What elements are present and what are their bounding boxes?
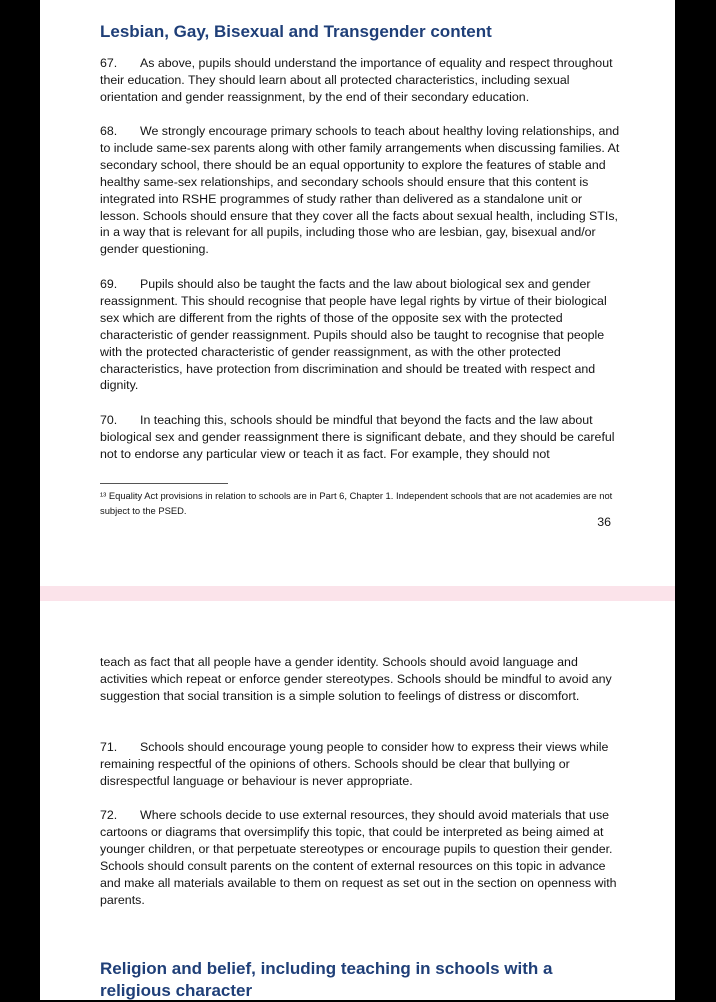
document-page-36 (40, 0, 675, 586)
paragraph-67 (100, 55, 620, 106)
paragraph-number: 69. (100, 277, 118, 291)
paragraph-number: 67. (100, 56, 118, 70)
paragraph-number: 70. (100, 413, 118, 427)
paragraph-number: 71. (100, 740, 118, 754)
paragraph-text: In teaching this, schools should be mindful that beyond the facts and the law about biological sex and gender reassignment there is significant debate, and they should be careful not to endorse any particular view or teach it as fact. For example, they should not (100, 413, 615, 461)
section-heading-lgbt: Lesbian, Gay, Bisexual and Transgender content (100, 22, 492, 41)
paragraph-71 (100, 739, 620, 790)
paragraph-72 (100, 807, 620, 908)
paragraph-text: We strongly encourage primary schools to teach about healthy loving relationships, and to include same-sex parents along with other family arrangements when discussing families. At secondary school, there should be an equal opportunity to explore the features of stable and healthy same-sex relationships, and secondary schools should ensure that this content is integrated into RSHE programmes of study rather than delivered as a standalone unit or lesson. Schools should ensure that they cover all the facts about sexual health, including STIs, in a way that is relevant for all pupils, including those who are lesbian, gay, bisexual and/or gender questioning. (100, 124, 620, 257)
paragraph-69 (100, 276, 620, 394)
paragraph-number: 68. (100, 124, 118, 138)
paragraph-70 (100, 412, 620, 463)
paragraph-68 (100, 123, 620, 258)
page-gap (40, 586, 675, 601)
paragraph-70-continued: teach as fact that all people have a gender identity. Schools should avoid language and activities which repeat or enforce gender stereotypes. Schools should be mindful to avoid any suggestion that social transition is a simple solution to feelings of distress or discomfort. (100, 655, 612, 703)
paragraph-text: Pupils should also be taught the facts and the law about biological sex and gender reassignment. This should recognise that people have legal rights by virtue of their biological sex which are different from the rights of those of the opposite sex with the protected characteristic of gender reassignment. Pupils should also be taught to recognise that people with the protected characteristic of gender reassignment, as with the other protected characteristics, have protection from discrimination and should be treated with respect and dignity. (100, 277, 607, 393)
paragraph-number: 72. (100, 808, 118, 822)
section-heading-religion: Religion and belief, including teaching in schools with a religious character (100, 959, 553, 1000)
paragraph-text: Schools should encourage young people to consider how to express their views while remaining respectful of the opinions of others. Schools should be clear that bullying or disrespectful language or behaviour is never appropriate. (100, 740, 609, 788)
document-page-37 (40, 601, 675, 1000)
footnote-13: ¹³ Equality Act provisions in relation to schools are in Part 6, Chapter 1. Independent schools that are not academies are not subject to the PSED. (100, 490, 613, 516)
paragraph-text: Where schools decide to use external resources, they should avoid materials that use cartoons or diagrams that oversimplify this topic, that could be interpreted as being aimed at younger children, or that perpetuate stereotypes or encourage pupils to question their gender. Schools should consult parents on the content of external resources on this topic in advance and make all materials available to them on request as set out in the section on openness with parents. (100, 808, 617, 907)
paragraph-text: As above, pupils should understand the importance of equality and respect throughout their education. They should learn about all protected characteristics, including sexual orientation and gender reassignment, by the end of their secondary education. (100, 56, 613, 104)
footnote-divider (100, 483, 228, 484)
page-number: 36 (597, 515, 611, 529)
